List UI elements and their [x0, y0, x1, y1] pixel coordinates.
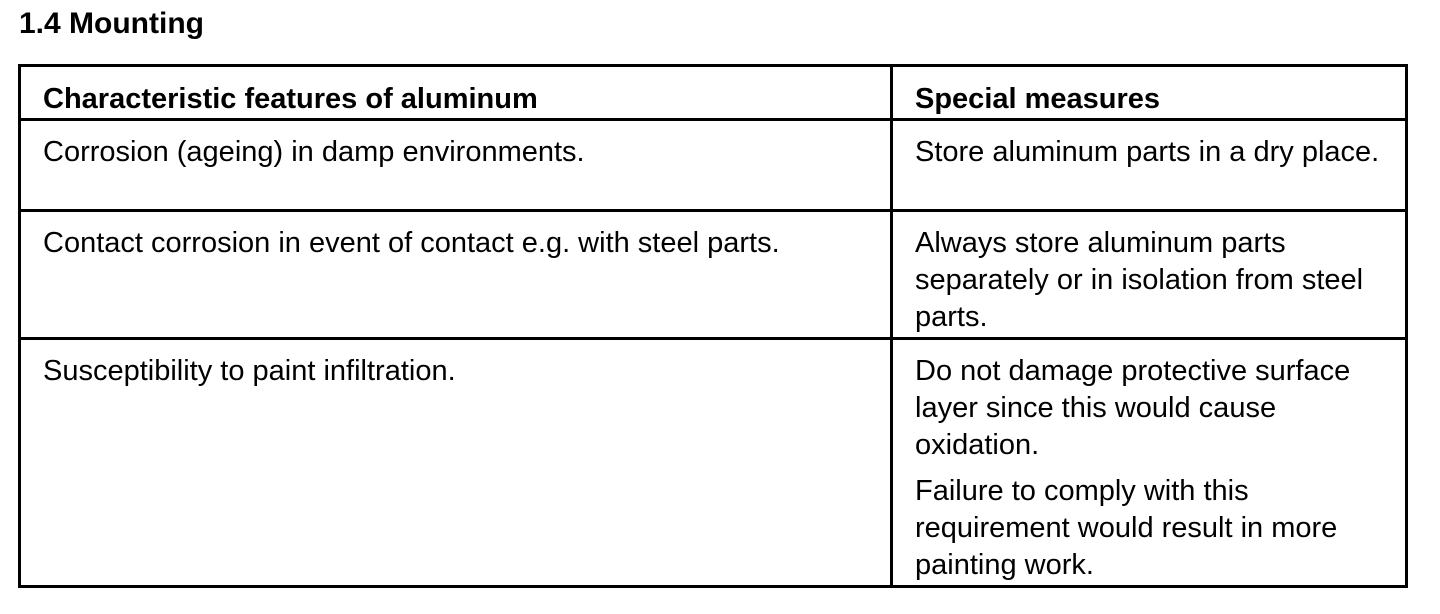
- measure-text-secondary: Failure to comply with this requirement would result in more painting work.: [915, 475, 1338, 581]
- feature-text: Contact corrosion in event of contact e.g. with steel parts.: [43, 227, 780, 259]
- measure-cell: [892, 211, 1407, 339]
- measure-text: Store aluminum parts in a dry place.: [915, 136, 1380, 168]
- measure-text: Always store aluminum parts separately or in isolation from steel parts.: [915, 227, 1364, 333]
- aluminum-measures-table: [18, 64, 1408, 588]
- feature-text: Corrosion (ageing) in damp environments.: [43, 136, 585, 168]
- table-row: [20, 339, 1407, 587]
- table-row: [20, 120, 1407, 211]
- feature-text: Susceptibility to paint infiltration.: [43, 355, 456, 387]
- measure-cell: [892, 339, 1407, 587]
- section-title: 1.4 Mounting: [19, 7, 204, 40]
- measure-text: Do not damage protective surface layer since this would cause oxidation.: [915, 355, 1351, 461]
- feature-cell: [20, 211, 892, 339]
- feature-cell: [20, 120, 892, 211]
- measure-cell: [892, 120, 1407, 211]
- table-row: [20, 211, 1407, 339]
- header-characteristic-features: Characteristic features of aluminum: [20, 66, 892, 120]
- header-special-measures: Special measures: [892, 66, 1407, 120]
- table-header-row: [20, 66, 1407, 120]
- feature-cell: [20, 339, 892, 587]
